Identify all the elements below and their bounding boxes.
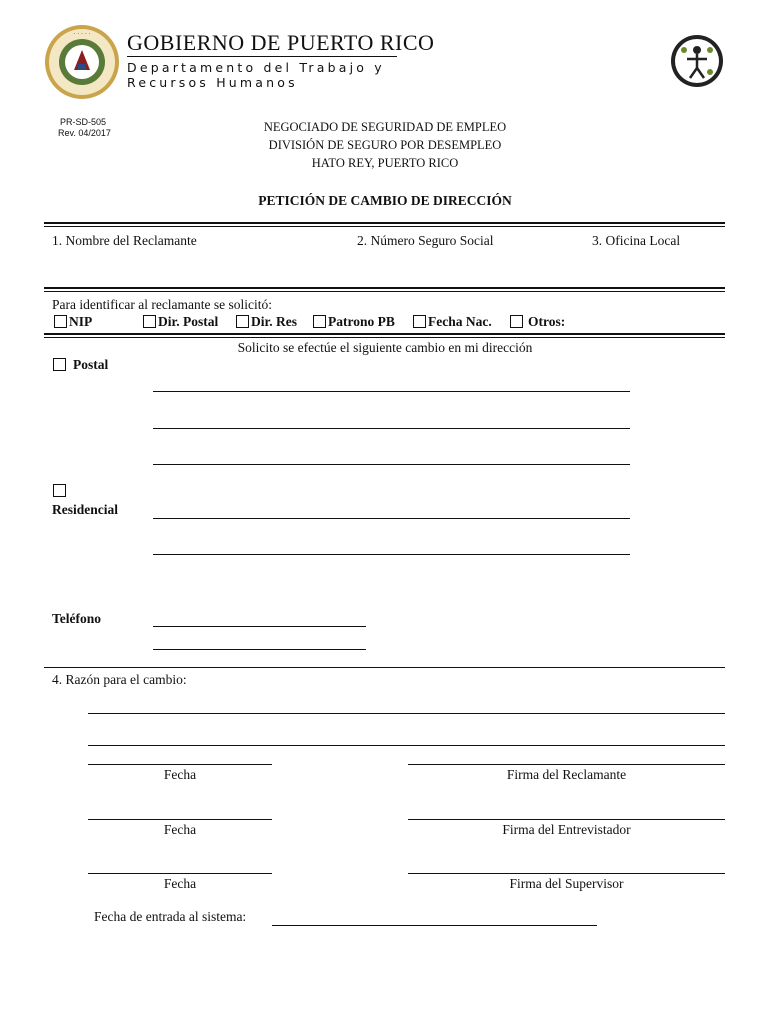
residential-address-checkbox[interactable] [236,315,249,328]
reason-line-1[interactable] [88,713,725,714]
location: HATO REY, PUERTO RICO [311,156,459,170]
residential-checkbox[interactable] [53,484,66,497]
system-entry-label: Fecha de entrada al sistema: [94,909,247,924]
puerto-rico-seal-icon [44,24,120,100]
divider [44,333,725,335]
form-number: PR-SD-505 [60,117,107,127]
claimant-date-line[interactable] [88,764,272,765]
interviewer-signature-label: Firma del Entrevistador [502,822,631,837]
system-entry-line[interactable] [272,925,597,926]
supervisor-date-label: Fecha [163,876,197,891]
employer-checkbox[interactable] [313,315,326,328]
postal-address-line-1[interactable] [153,391,630,392]
supervisor-signature-line[interactable] [408,873,725,874]
residential-address-line-2[interactable] [153,554,630,555]
postal-address-checkbox[interactable] [143,315,156,328]
divider [44,337,725,338]
divider [44,287,725,289]
bureau-name: NEGOCIADO DE SEGURIDAD DE EMPLEO [263,120,507,134]
divider [44,667,725,668]
form-title: PETICIÓN DE CAMBIO DE DIRECCIÓN [258,193,512,208]
postal-address-line-2[interactable] [153,428,630,429]
form-revision: Rev. 04/2017 [58,128,111,138]
change-request-text: Solicito se efectúe el siguiente cambio en mi dirección [237,340,533,355]
supervisor-date-line[interactable] [88,873,272,874]
local-office-label: 3. Oficina Local [592,233,681,248]
divider [44,226,725,227]
identification-intro: Para identificar al reclamante se solicitó: [52,297,273,312]
other-label: Otros: [528,314,566,329]
residential-address-line-1[interactable] [153,518,630,519]
department-emblem-icon [670,34,724,88]
ssn-label: 2. Número Seguro Social [357,233,494,248]
postal-address-line-3[interactable] [153,464,630,465]
residential-address-label: Dir. Res [251,314,297,329]
letterhead-rule [127,56,397,57]
phone-line-2[interactable] [153,649,366,650]
phone-label: Teléfono [52,611,102,626]
claimant-signature-line[interactable] [408,764,725,765]
postal-checkbox[interactable] [53,358,66,371]
phone-line-1[interactable] [153,626,366,627]
other-checkbox[interactable] [510,315,523,328]
claimant-date-label: Fecha [163,767,197,782]
department-line-1: Departamento del Trabajo y [127,60,385,75]
postal-address-label: Dir. Postal [158,314,219,329]
divider [44,291,725,292]
supervisor-signature-label: Firma del Supervisor [509,876,624,891]
interviewer-date-line[interactable] [88,819,272,820]
claimant-name-label: 1. Nombre del Reclamante [52,233,197,248]
reason-label: 4. Razón para el cambio: [52,672,187,687]
employer-label: Patrono PB [328,314,395,329]
government-name: GOBIERNO DE PUERTO RICO [127,30,435,55]
department-line-2: Recursos Humanos [127,75,298,90]
division-name: DIVISIÓN DE SEGURO POR DESEMPLEO [268,138,502,152]
interviewer-date-label: Fecha [163,822,197,837]
birth-date-label: Fecha Nac. [428,314,492,329]
interviewer-signature-line[interactable] [408,819,725,820]
svg-text:· · · · ·: · · · · · [73,31,91,38]
divider [44,222,725,224]
reason-line-2[interactable] [88,745,725,746]
nip-checkbox[interactable] [54,315,67,328]
residential-label: Residencial [52,502,118,517]
claimant-signature-label: Firma del Reclamante [506,767,627,782]
postal-label: Postal [73,357,109,372]
birth-date-checkbox[interactable] [413,315,426,328]
nip-label: NIP [69,314,93,329]
